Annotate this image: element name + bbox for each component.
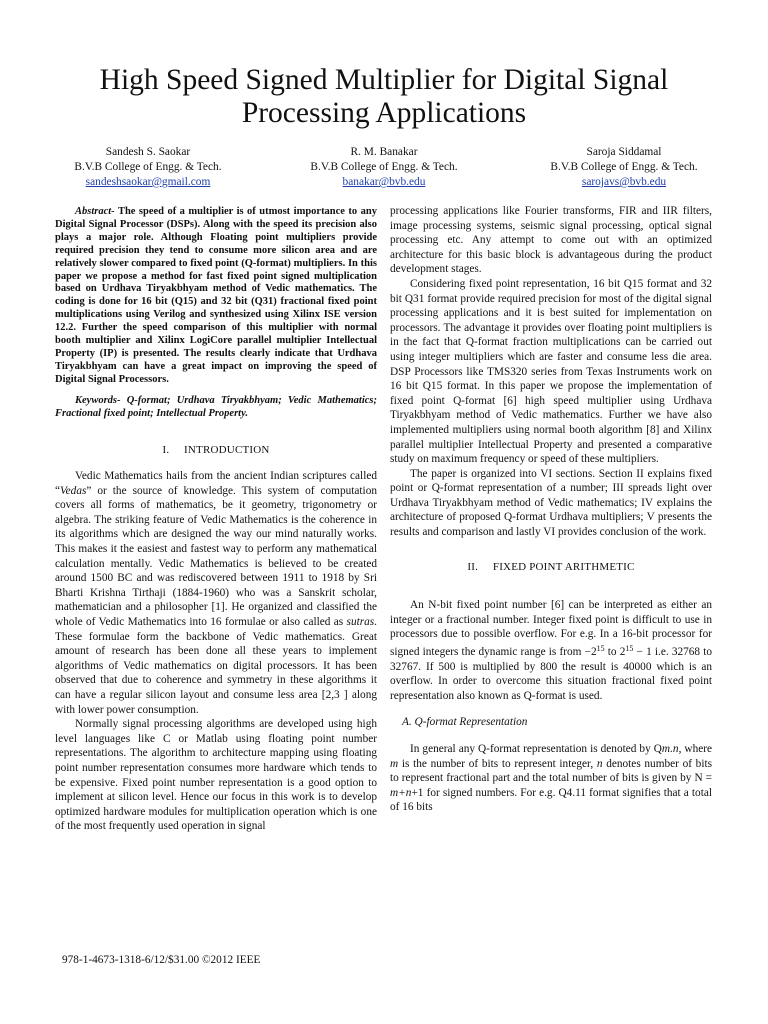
text-run: , where [678,743,713,755]
intro-paragraph-1 [55,469,377,717]
text-run-italic: Vedas [60,484,87,497]
intro-paragraph-4: The paper is organized into VI sections. Section II explains fixed point or Q-format representation of a number; III spreads light over Urdhava Tiryakbhyam method of Vedic mathematics; IV explains the architecture of proposed Q-format Urdhava multipliers; V presents the results and comparison and lastly VI provides conclusion of the work. [390,467,712,539]
right-column [390,204,712,815]
text-run-italic: sutras [346,616,375,629]
section-heading-introduction [55,443,377,458]
left-column [55,206,377,834]
author-name: Sandesh S. Saokar [105,146,191,158]
text-run: . These formulae form the backbone of Vedic mathematics. Great amount of research has been done all these years to implement algorithms of Vedic mathematics on digital processors. It has been observed that due to coherence and symmetry in these algorithms it can have a regular silicon layout and consume less area [2,3 ] along with lower power consumption. [55,616,377,716]
text-run-italic: m+n [390,786,412,799]
text-run: +1 for signed numbers. For e.g. Q4.11 format signifies that a total of 16 bits [390,786,712,814]
exponent: 15 [625,644,634,654]
author-affiliation: B.V.B College of Engg. & Tech. [550,161,698,173]
text-run-italic: n [596,757,603,770]
author-block [28,145,740,195]
author-email-link[interactable]: banakar@bvb.edu [342,176,426,188]
q-format-paragraph [390,742,712,815]
section-heading-fixed-point [390,560,712,575]
text-run: to [604,646,620,659]
text-run: In general any Q-format representation is denoted by Q [410,743,662,755]
section-title-rest: IXED POINT ARITHMETIC [499,560,635,573]
abstract-lead: Abstract- [75,206,115,217]
author-2 [264,145,504,190]
text-run: is the number of bits to represent integer, [398,757,597,770]
intro-paragraph-3: Considering fixed point representation, 16 bit Q15 format and 32 bit Q31 format provide required precision for most of the digital signal processing applications and it is best suited for implementation on processors. The advantage it provides over floating point multipliers is in the fact that Q-format fraction multiplications can be carried out using integer multipliers which are faster and consume less die area. DSP Processors like TMS320 series from Texas Instruments work on 16 bit Q15 format. In this paper we propose the implementation of fixed point Q-format [6] high speed multiplier using Urdhava Tiryakbhyam method of Vedic mathematics. Further we have also implemented multipliers using normal booth algorithm [8] and Xilinx parallel multiplier Intellectual Property and presented a comparative study on maximum frequency or speed of these multipliers. [390,277,712,466]
section-number: II. [467,560,479,573]
math-run: −2 [584,646,597,659]
intro-paragraph-2: Normally signal processing algorithms are developed using high level languages like C or Matlab using floating point number representations. The algorithm to architecture mapping using floating point number representation consumes more hardware which tends to be expensive. Fixed point number representation is a good option to implement at silicon level. Hence our focus in this work is to develop optimized hardware modules for multiplication operation which is one of the most frequently used operation in signal [55,718,377,833]
text-run-italic: m [390,757,399,770]
author-name: Saroja Siddamal [586,146,662,158]
author-email-link[interactable]: sarojavs@bvb.edu [581,176,667,188]
text-run: i.e. 32768 to 32767. If 500 is multiplied by 800 the result is 40000 which is an overflow. In order to overcome this situation fractional fixed point representation also known as Q-format is used. [390,646,713,702]
section-title-first: I [184,443,188,456]
text-run: ” or the source of knowledge. This system of computation covers all forms of mathematics, be it geometry, trigonometry or algebra. The striking feature of Vedic Mathematics is the coherence in its algorithms which are designed the way our mind naturally works. This makes it the easiest and fastest way to perform any mathematical calculation mentally. Vedic Mathematics is believed to be created around 1500 BC and was rediscovered between 1911 to 1918 by Sri Bharti Krishna Tirthaji (1884-1960) who was a Sanskrit scholar, mathematician and a philosopher [1]. He organized and classified the whole of Vedic Mathematics into 16 formulae or also called as [55,484,377,629]
author-affiliation: B.V.B College of Engg. & Tech. [310,161,458,173]
section-title-first: F [492,560,500,573]
exponent: 15 [596,644,605,654]
text-run-italic: m.n [661,743,679,755]
copyright-footer: 978-1-4673-1318-6/12/$31.00 ©2012 IEEE [62,954,261,966]
author-name: R. M. Banakar [350,146,418,158]
author-email-link[interactable]: sandeshsaokar@gmail.com [85,176,211,188]
intro-paragraph-2-continued: processing applications like Fourier transforms, FIR and IIR filters, image processing systems, seismic signal processing, optical signal processing etc. Any attempt to come out with an optimized architecture for this basic block is advantageous during the product development stages. [390,205,712,276]
author-3 [504,145,744,190]
author-affiliation: B.V.B College of Engg. & Tech. [74,161,222,173]
paper-title: High Speed Signed Multiplier for Digital Signal Processing Applications [99,64,669,129]
text-run: Vedic Mathematics hails from the ancient Indian scriptures called “ [55,470,377,497]
fixed-point-paragraph-1 [390,598,712,703]
section-number: I. [162,443,170,456]
abstract-text: The speed of a multiplier is of utmost importance to any Digital Signal Processor (DSPs). Along with the speed its precision also plays a major role. Although Floating point multipliers provide required precision they tend to consume more silicon area and are relatively slower compared to fixed point (Q-format) multipliers. In this paper we propose a method for fast fixed point signed multiplication based on Urdhava Tiryakbhyam method of Vedic mathematics. The coding is done for 16 bit (Q15) and 32 bit (Q31) fractional fixed point multiplications using Verilog and synthesized using Xilinx ISE version 12.2. Further the speed comparison of this multiplier with normal booth multiplier and Xilinx LogiCore parallel multiplier Intellectual Property (IP) is presented. The results clearly indicate that Urdhava Tiryakbhyam can have a great impact on improving the speed of Digital Signal Processors. [55,206,377,385]
keywords: Keywords- Q-format; Urdhava Tiryakbhyam; Vedic Mathematics; Fractional fixed point; Intellectual Property. [55,394,377,419]
subsection-heading-q-format: A. Q-format Representation [402,716,528,729]
author-1 [28,145,268,190]
math-run: − 1 [633,646,652,659]
math-run: 2 [619,646,626,659]
text-run: denotes number of bits to represent fractional part and the total number of bits is given by N = [390,757,713,785]
abstract [55,206,377,387]
section-title-rest: NTRODUCTION [187,443,270,456]
text-run: An N-bit fixed point number [6] can be interpreted as either an integer or a fractional number. Integer fixed point is difficult to use in processors due to possible overflow. For e.g. In a 16-bit processor for signed integers the dynamic range is from [390,599,712,659]
